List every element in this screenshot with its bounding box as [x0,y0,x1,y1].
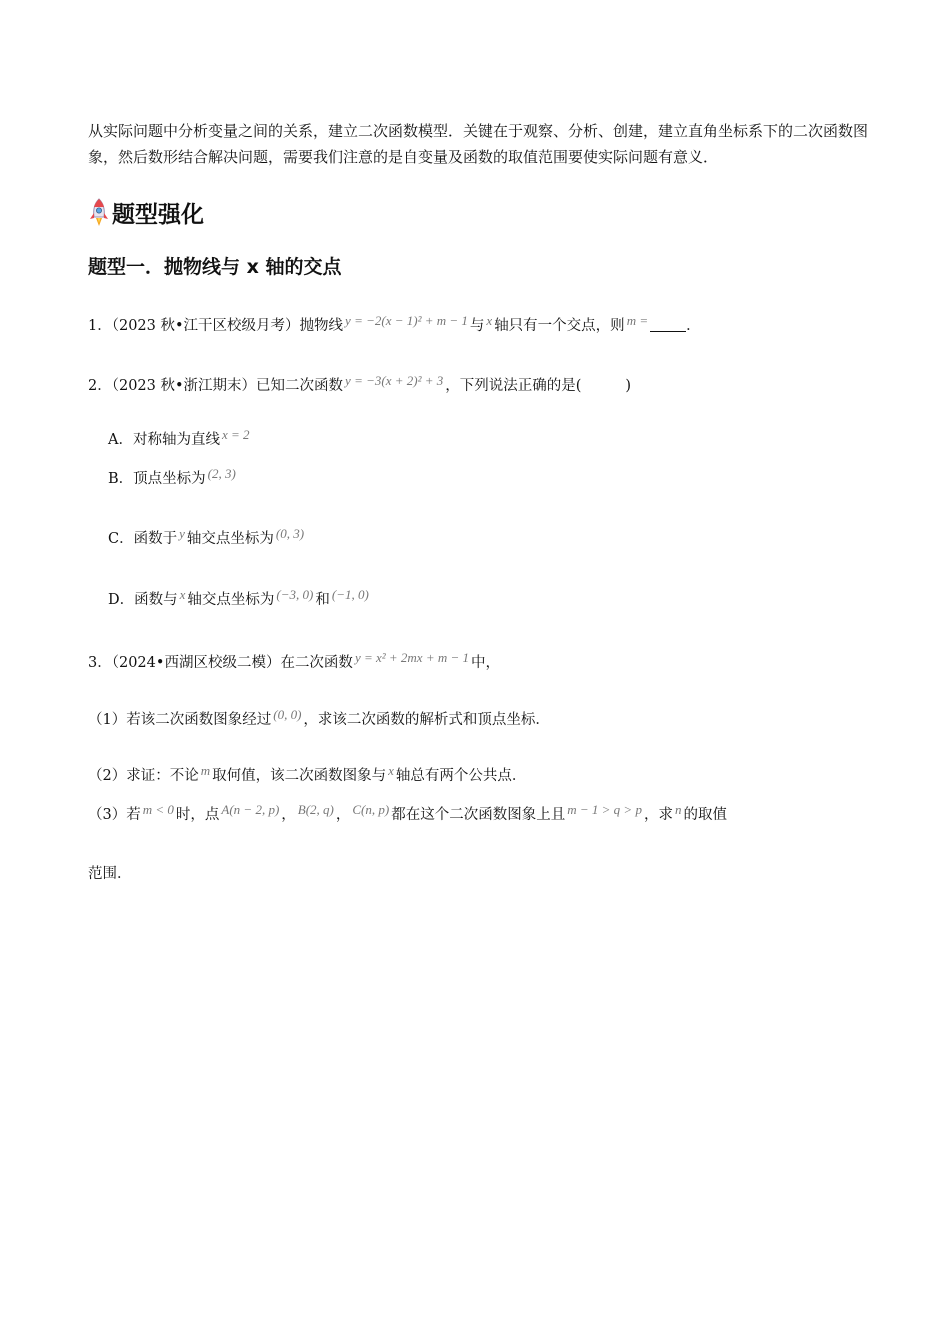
section-title-text: 题型强化 [112,202,204,228]
option-a[interactable]: A．对称轴为直线 x = 2 [108,427,250,448]
answer-blank[interactable] [650,317,686,332]
subtitle: 题型一．抛物线与 x 轴的交点 [88,256,342,278]
q1-formula: y = −2(x − 1)² + m − 1 [345,313,468,328]
intro-paragraph: 从实际问题中分析变量之间的关系，建立二次函数模型．关键在于观察、分析、创建，建立直角坐标系下的二次函数图象，然后数形结合解决问题，需要我们注意的是自变量及函数的取值范围要使实际问题有意义． [88,122,869,166]
option-b[interactable]: B．顶点坐标为 (2, 3) [108,466,236,487]
section-title [88,196,204,229]
q2-formula: y = −3(x + 2)² + 3 [345,373,444,388]
q3-formula: y = x² + 2mx + m − 1 [354,650,470,665]
question-3-part-1: （1）若该二次函数图象经过 (0, 0) ，求该二次函数的解析式和顶点坐标． [88,707,550,728]
option-c[interactable]: C．函数于 y 轴交点坐标为 (0, 3) [108,526,305,547]
question-1: 1．（2023 秋•江干区校级月考）抛物线 y = −2(x − 1)² + m − 1 与 x 轴只有一个交点，则 m = ． [88,313,701,334]
question-3-part-2: （2）求证：不论 m 取何值，该二次函数图象与 x 轴总有两个公共点． [88,763,527,784]
option-d[interactable]: D．函数与 x 轴交点坐标为 (−3, 0) 和 (−1, 0) [108,587,369,608]
question-3-part-3-continued: 范围． [88,866,132,882]
question-2: 2．（2023 秋•浙江期末）已知二次函数 y = −3(x + 2)² + 3 ，下列说法正确的是( ) [88,373,632,394]
question-3-part-3: （3）若 m < 0 时，点 A(n − 2, p) ， B(2, q) ， C(n, p) 都在这个二次函数图象上且 m − 1 > q > p ，求 n 的取值 [88,802,727,823]
question-3: 3．（2024•西湖区校级二模）在二次函数 y = x² + 2mx + m − 1 中， [88,650,501,671]
rocket-icon [88,198,110,228]
